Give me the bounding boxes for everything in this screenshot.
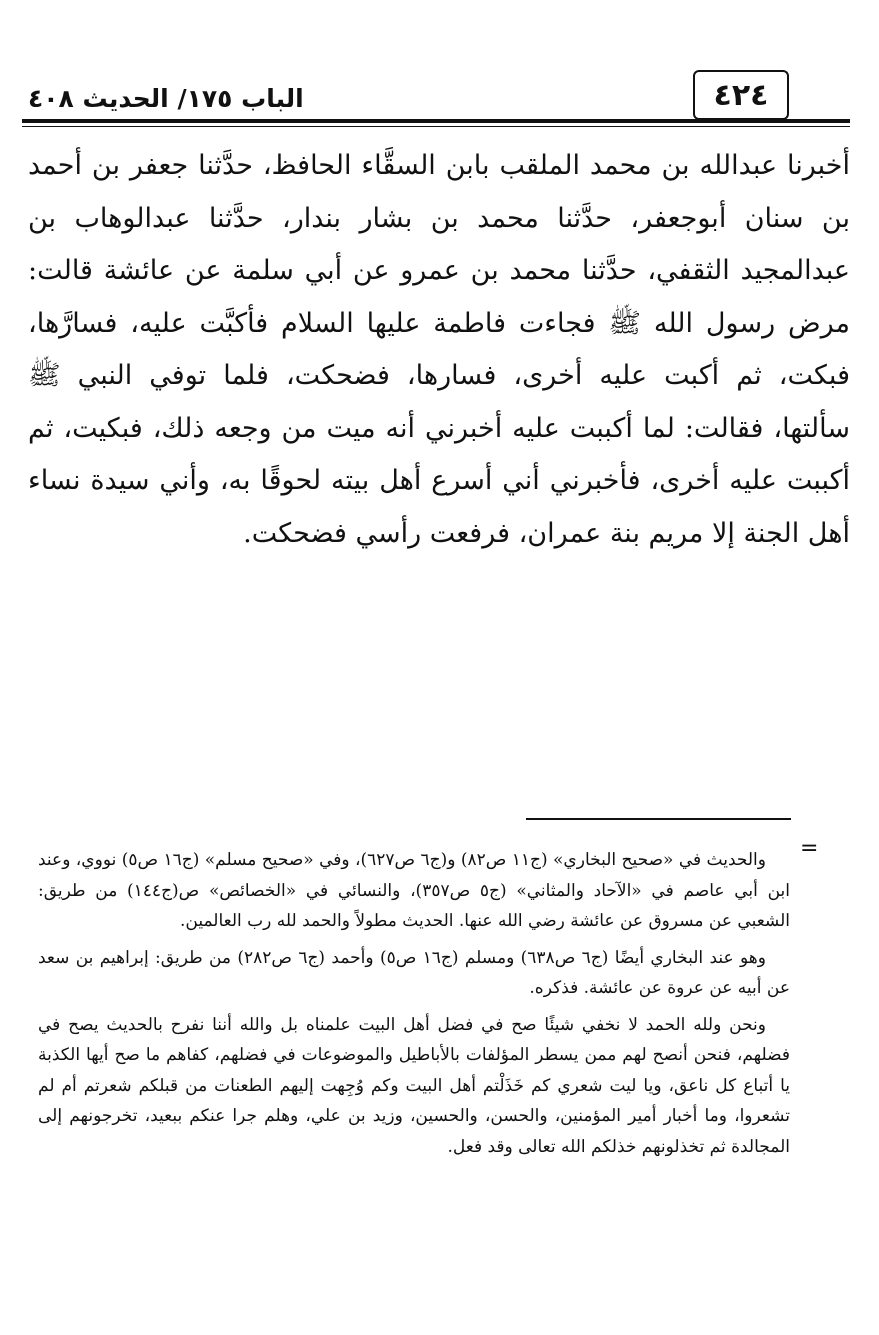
footnote-separator [526,818,791,820]
hadith-paragraph: أخبرنا عبدالله بن محمد الملقب بابن السقَّاء الحافظ، حدَّثنا جعفر بن أحمد بن سنان أبوجعفر، حدَّثنا محمد بن بشار بندار، حدَّثنا عبدالوهاب بن عبدالمجيد الثقفي، حدَّثنا محمد بن عمرو عن أبي سلمة عن عائشة قالت: مرض رسول الله ﷺ فجاءت فاطمة عليها السلام فأكبَّت عليه، فسارَّها، فبكت، ثم أكبت عليه أخرى، فسارها، فضحكت، فلما توفي النبي ﷺ سألتها، فقالت: لما أكببت عليه أخبرني أنه ميت من وجعه ذلك، فبكيت، ثم أكببت عليه أخرى، فأخبرني أني أسرع أهل بيته لحوقًا به، وأني سيدة نساء أهل الجنة إلا مريم بنة عمران، فرفعت رأسي فضحكت. [28,150,850,549]
hadith-text [28,140,850,560]
footnote-paragraph: ونحن ولله الحمد لا نخفي شيئًا صح في فضل أهل البيت علمناه بل والله أننا نفرح بالحديث يصح في فضلهم، فنحن أنصح لهم ممن يسطر المؤلفات بالأباطيل والموضوعات في فضلهم، كفاهم ما صح أيها الكذبة يا أتباع كل ناعق، ويا ليت شعري كم خَذَلْتم أهل البيت وكم وُجِهت إليهم الطعنات من قبلكم شعرتم أم لم تشعروا، وما أخبار أمير المؤمنين، والحسن، والحسين، وزيد بن علي، وهلم جرا عنكم ببعيد، تخرجونهم إلى المجالدة ثم تخذلونهم خذلكم الله تعالى وقد فعل. [38,1014,790,1157]
header-rule-thin [22,126,850,127]
header-rule [22,119,850,123]
footnotes [38,845,790,1168]
footnote-paragraph: والحديث في «صحيح البخاري» (ج١١ ص٨٢) و(ج٦ ص٦٢٧)، وفي «صحيح مسلم» (ج١٦ ص٥) نووي، وعند ابن أبي عاصم في «الآحاد والمثاني» (ج٥ ص٣٥٧)، والنسائي في «الخصائص» ص(ج١٤٤) من طريق: الشعبي عن مسروق عن عائشة رضي الله عنها. الحديث مطولاً والحمد لله رب العالمين. [38,850,790,931]
page-number: ٤٢٤ [693,70,789,120]
footnote-paragraph: وهو عند البخاري أيضًا (ج٦ ص٦٣٨) ومسلم (ج١٦ ص٥) وأحمد (ج٦ ص٢٨٢) من طريق: إبراهيم بن سعد عن أبيه عن عروة عن عائشة. فذكره. [38,947,790,998]
footnote-continuation-mark: = [800,836,819,861]
running-title: الباب ١٧٥/ الحديث ٤٠٨ [28,84,304,113]
